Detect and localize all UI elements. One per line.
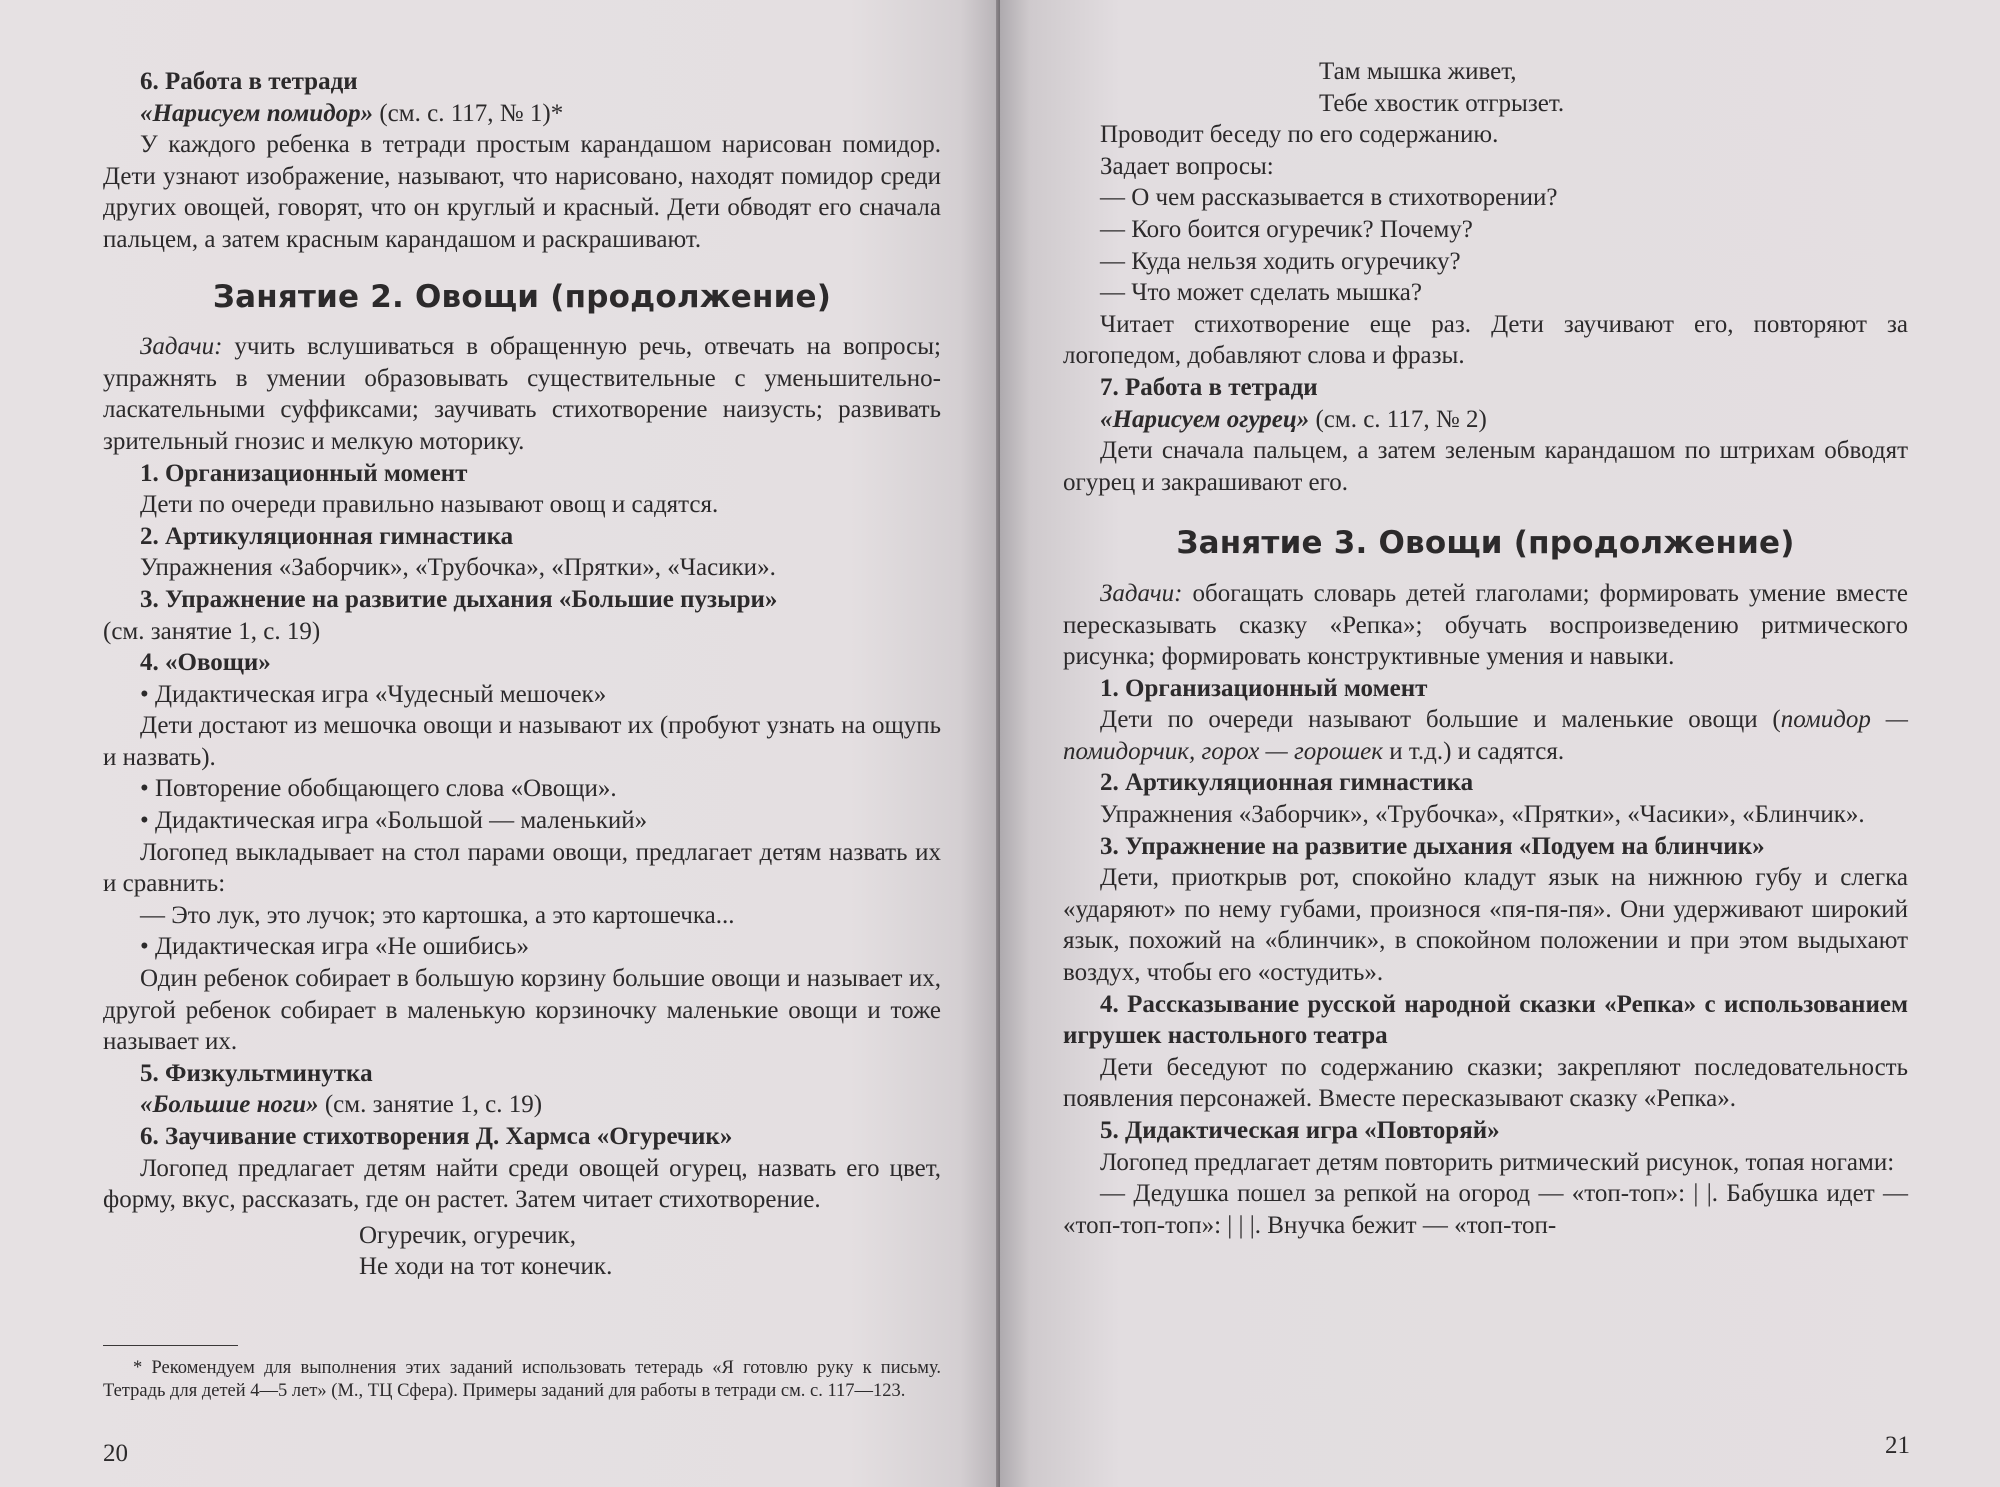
poem-line: Тебе хвостик отгрызет. bbox=[1319, 89, 1565, 117]
chapter-title: Занятие 2. Овощи (продолжение) bbox=[212, 278, 832, 315]
tasks-paragraph bbox=[1063, 578, 1908, 673]
paragraph: У каждого ребенка в тетради простым карандашом нарисован помидор. Дети узнают изображение, называют, что нарисовано, находят помидор среди других овощей, говорят, что он круглый и красный. Дети обводят его сначала пальцем, а затем красным карандашом и раскрашивают. bbox=[103, 131, 941, 253]
question-line: — Куда нельзя ходить огуречику? bbox=[1100, 247, 1461, 275]
section-heading: 5. Дидактическая игра «Повторяй» bbox=[1100, 1117, 1500, 1144]
section-heading: 5. Физкультминутка bbox=[140, 1059, 373, 1087]
bullet-item: • Дидактическая игра «Не ошибись» bbox=[140, 933, 529, 961]
tasks-paragraph bbox=[103, 331, 941, 457]
section-heading: 3. Упражнение на развитие дыхания «Подуем на блинчик» bbox=[1100, 832, 1765, 860]
exercise-title: «Нарисуем помидор» bbox=[140, 99, 374, 127]
exercise-title-line bbox=[1063, 404, 1908, 436]
paragraph: Дети, приоткрыв рот, спокойно кладут язык на нижнюю губу и слегка «ударяют» по нему губами, произнося «пя-пя-пя». Они удерживают широкий язык, похожий на «блинчик», в спокойном положении и при этом выдыхают воздух, чтобы его «остудить». bbox=[1063, 864, 1908, 987]
poem bbox=[1063, 56, 1908, 119]
question-line: — Кого боится огуречик? Почему? bbox=[1100, 215, 1473, 243]
exercise-title: «Нарисуем огурец» bbox=[1100, 405, 1310, 433]
paragraph: Логопед выкладывает на стол парами овощи, предлагает детям назвать их и сравнить: bbox=[103, 838, 941, 898]
section-heading: 1. Организационный момент bbox=[1100, 674, 1428, 702]
paragraph-text: Дети по очереди называют большие и маленькие овощи ( bbox=[1100, 706, 1781, 734]
section-heading: 2. Артикуляционная гимнастика bbox=[140, 522, 514, 550]
paragraph: Упражнения «Заборчик», «Трубочка», «Прятки», «Часики». bbox=[140, 554, 776, 582]
dialogue-line: — Это лук, это лучок; это картошка, а это картошечка... bbox=[140, 901, 735, 929]
left-page-content bbox=[103, 66, 941, 1283]
bullet-item: • Дидактическая игра «Большой — маленький» bbox=[140, 807, 648, 835]
paragraph: (см. занятие 1, с. 19) bbox=[103, 617, 321, 645]
paragraph: Читает стихотворение еще раз. Дети заучивают его, повторяют за логопедом, добавляют слова и фразы. bbox=[1063, 310, 1908, 370]
paragraph: Проводит беседу по его содержанию. bbox=[1100, 121, 1499, 149]
exercise-title-line bbox=[103, 1089, 941, 1121]
paragraph: Дети по очереди правильно называют овощ и садятся. bbox=[140, 491, 719, 519]
chapter-title: Занятие 3. Овощи (продолжение) bbox=[1176, 525, 1795, 562]
section-heading: 4. «Овощи» bbox=[140, 649, 271, 677]
question-line: — О чем рассказывается в стихотворении? bbox=[1100, 184, 1558, 212]
exercise-ref: (см. с. 117, № 2) bbox=[1309, 405, 1487, 433]
paragraph: Упражнения «Заборчик», «Трубочка», «Прятки», «Часики», «Блинчик». bbox=[1100, 801, 1865, 829]
paragraph: Логопед предлагает детям найти среди овощей огурец, назвать его цвет, форму, вкус, рассказать, где он растет. Затем читает стихотворение. bbox=[103, 1154, 941, 1214]
tasks-text: учить вслушиваться в обращенную речь, отвечать на вопросы; упражнять в умении образовывать существительные с уменьшительно-ласкательными суффиксами; заучивать стихотворение наизусть; развивать зрительный гнозис и мелкую моторику. bbox=[103, 333, 941, 455]
footnote: * Рекомендуем для выполнения этих заданий использовать тетерадь «Я готовлю руку к письму. Тетрадь для детей 4—5 лет» (М., ТЦ Сфера). Примеры заданий для работы в тетради см. с. 117—123. bbox=[103, 1358, 941, 1401]
paragraph: Логопед предлагает детям повторить ритмический рисунок, топая ногами: bbox=[1100, 1148, 1895, 1176]
exercise-title-line bbox=[103, 98, 941, 130]
paragraph: Дети достают из мешочка овощи и называют их (пробуют узнать на ощупь и назвать). bbox=[103, 712, 941, 771]
poem bbox=[103, 1220, 941, 1283]
page-number: 20 bbox=[103, 1440, 128, 1467]
section-heading: 6. Работа в тетради bbox=[140, 68, 358, 95]
section-heading: 6. Заучивание стихотворения Д. Хармса «Огуречик» bbox=[140, 1123, 733, 1150]
poem-line: Не ходи на тот конечик. bbox=[359, 1253, 613, 1281]
footnote-rule bbox=[103, 1345, 238, 1346]
paragraph-italic: помидор — помидорчик, горох — горошек bbox=[1063, 706, 1908, 765]
tasks-label: Задачи: bbox=[1100, 579, 1183, 607]
section-heading: 7. Работа в тетради bbox=[1100, 373, 1318, 401]
question-line: — Что может сделать мышка? bbox=[1100, 279, 1422, 307]
exercise-title: «Большие ноги» bbox=[140, 1091, 319, 1119]
right-page-content bbox=[1063, 56, 1908, 1241]
paragraph: Дети беседуют по содержанию сказки; закрепляют последовательность появления персонажей. Вместе пересказывают сказку «Репка». bbox=[1063, 1053, 1908, 1113]
page-number: 21 bbox=[1885, 1432, 1910, 1459]
bullet-item: • Повторение обобщающего слова «Овощи». bbox=[140, 775, 617, 803]
poem-line: Огуречик, огуречик, bbox=[359, 1221, 576, 1249]
exercise-ref: (см. занятие 1, с. 19) bbox=[318, 1091, 543, 1119]
section-heading: 3. Упражнение на развитие дыхания «Большие пузыри» bbox=[140, 585, 778, 613]
section-heading: 1. Организационный момент bbox=[140, 459, 468, 487]
paragraph: Дети сначала пальцем, а затем зеленым карандашом по штрихам обводят огурец и закрашивают его. bbox=[1063, 437, 1908, 496]
tasks-text: обогащать словарь детей глаголами; формировать умение вместе пересказывать сказку «Репка»; обучать воспроизведению ритмического рисунка; формировать конструктивные умения и навыки. bbox=[1063, 579, 1908, 671]
paragraph: Один ребенок собирает в большую корзину большие овощи и называет их, другой ребенок собирает в маленькую корзиночку маленькие овощи и тоже называет их. bbox=[103, 965, 941, 1056]
paragraph: Задает вопросы: bbox=[1100, 152, 1274, 180]
tasks-label: Задачи: bbox=[140, 333, 223, 361]
exercise-ref: (см. с. 117, № 1)* bbox=[373, 99, 564, 127]
poem-line: Там мышка живет, bbox=[1319, 58, 1517, 85]
section-heading: 2. Артикуляционная гимнастика bbox=[1100, 769, 1474, 797]
bullet-item: • Дидактическая игра «Чудесный мешочек» bbox=[140, 680, 607, 708]
paragraph-text: и т.д.) и садятся. bbox=[1382, 737, 1565, 765]
paragraph bbox=[1063, 704, 1908, 767]
paragraph: — Дедушка пошел за репкой на огород — «топ-топ»: | |. Бабушка идет — «топ-топ-топ»: | | |. Внучка бежит — «топ-топ- bbox=[1063, 1180, 1908, 1239]
section-heading: 4. Рассказывание русской народной сказки «Репка» с использованием игрушек настольного театра bbox=[1063, 990, 1908, 1050]
right-page bbox=[1000, 0, 2000, 1487]
